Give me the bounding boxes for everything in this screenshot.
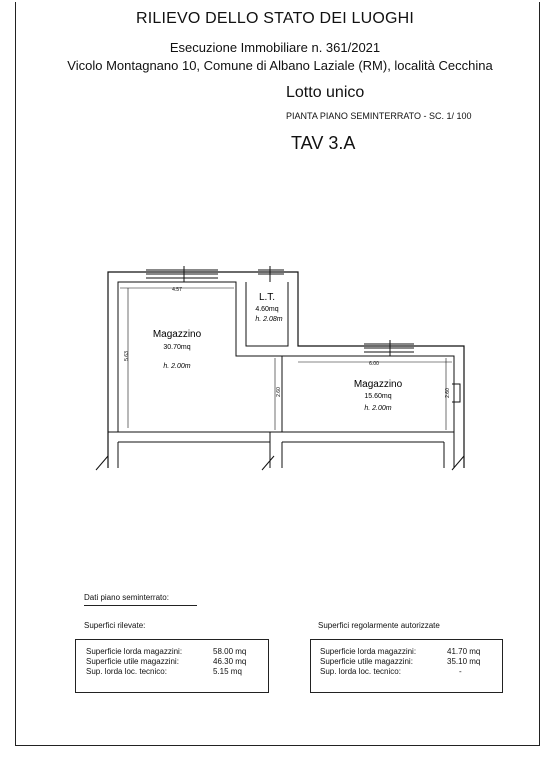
room-height-lt: h. 2.08m bbox=[255, 316, 283, 323]
surveyed-surfaces-title: Superfici rilevate: bbox=[84, 621, 146, 630]
row-value: - bbox=[459, 667, 462, 676]
dim-left-width: 4.57 bbox=[172, 287, 182, 293]
row-label: Sup. lorda loc. tecnico: bbox=[320, 667, 401, 676]
lot-label: Lotto unico bbox=[286, 84, 365, 101]
row-label: Superficie lorda magazzini: bbox=[320, 647, 417, 656]
section-title: Dati piano seminterrato: bbox=[84, 593, 169, 602]
dim-left-depth: 5.63 bbox=[124, 351, 130, 361]
authorized-surfaces-table bbox=[310, 639, 503, 693]
dim-right-width: 6.00 bbox=[369, 361, 379, 367]
authorized-surfaces-title: Superfici regolarmente autorizzate bbox=[318, 621, 440, 630]
dim-right-depth: 2.60 bbox=[445, 388, 451, 398]
dim-middle-height: 2.60 bbox=[276, 387, 282, 397]
row-value: 46.30 mq bbox=[213, 657, 247, 666]
room-height-magazzino-1: h. 2.00m bbox=[163, 363, 191, 370]
room-name-lt: L.T. bbox=[258, 292, 276, 303]
row-value: 5.15 mq bbox=[213, 667, 242, 676]
sheet-number: TAV 3.A bbox=[291, 133, 356, 153]
room-name-magazzino-1: Magazzino bbox=[152, 329, 202, 340]
property-address: Vicolo Montagnano 10, Comune di Albano Laziale (RM), località Cecchina bbox=[67, 58, 493, 73]
drawing-title: RILIEVO DELLO STATO DEI LUOGHI bbox=[135, 10, 415, 27]
procedure-number: Esecuzione Immobiliare n. 361/2021 bbox=[169, 40, 381, 55]
row-label: Superficie utile magazzini: bbox=[86, 657, 179, 666]
row-label: Superficie utile magazzini: bbox=[320, 657, 413, 666]
plan-scale-label: PIANTA PIANO SEMINTERRATO - SC. 1/ 100 bbox=[286, 111, 472, 121]
room-area-lt: 4.60mq bbox=[255, 306, 279, 313]
row-value: 35.10 mq bbox=[447, 657, 481, 666]
row-label: Sup. lorda loc. tecnico: bbox=[86, 667, 167, 676]
room-height-magazzino-2: h. 2.00m bbox=[364, 405, 392, 412]
row-value: 41.70 mq bbox=[447, 647, 481, 656]
room-area-magazzino-2: 15.60mq bbox=[364, 393, 392, 400]
room-name-magazzino-2: Magazzino bbox=[353, 379, 403, 390]
surveyed-surfaces-table bbox=[75, 639, 269, 693]
room-area-magazzino-1: 30.70mq bbox=[163, 344, 191, 351]
row-value: 58.00 mq bbox=[213, 647, 247, 656]
row-label: Superficie lorda magazzini: bbox=[86, 647, 183, 656]
section-title-underline bbox=[84, 605, 197, 606]
